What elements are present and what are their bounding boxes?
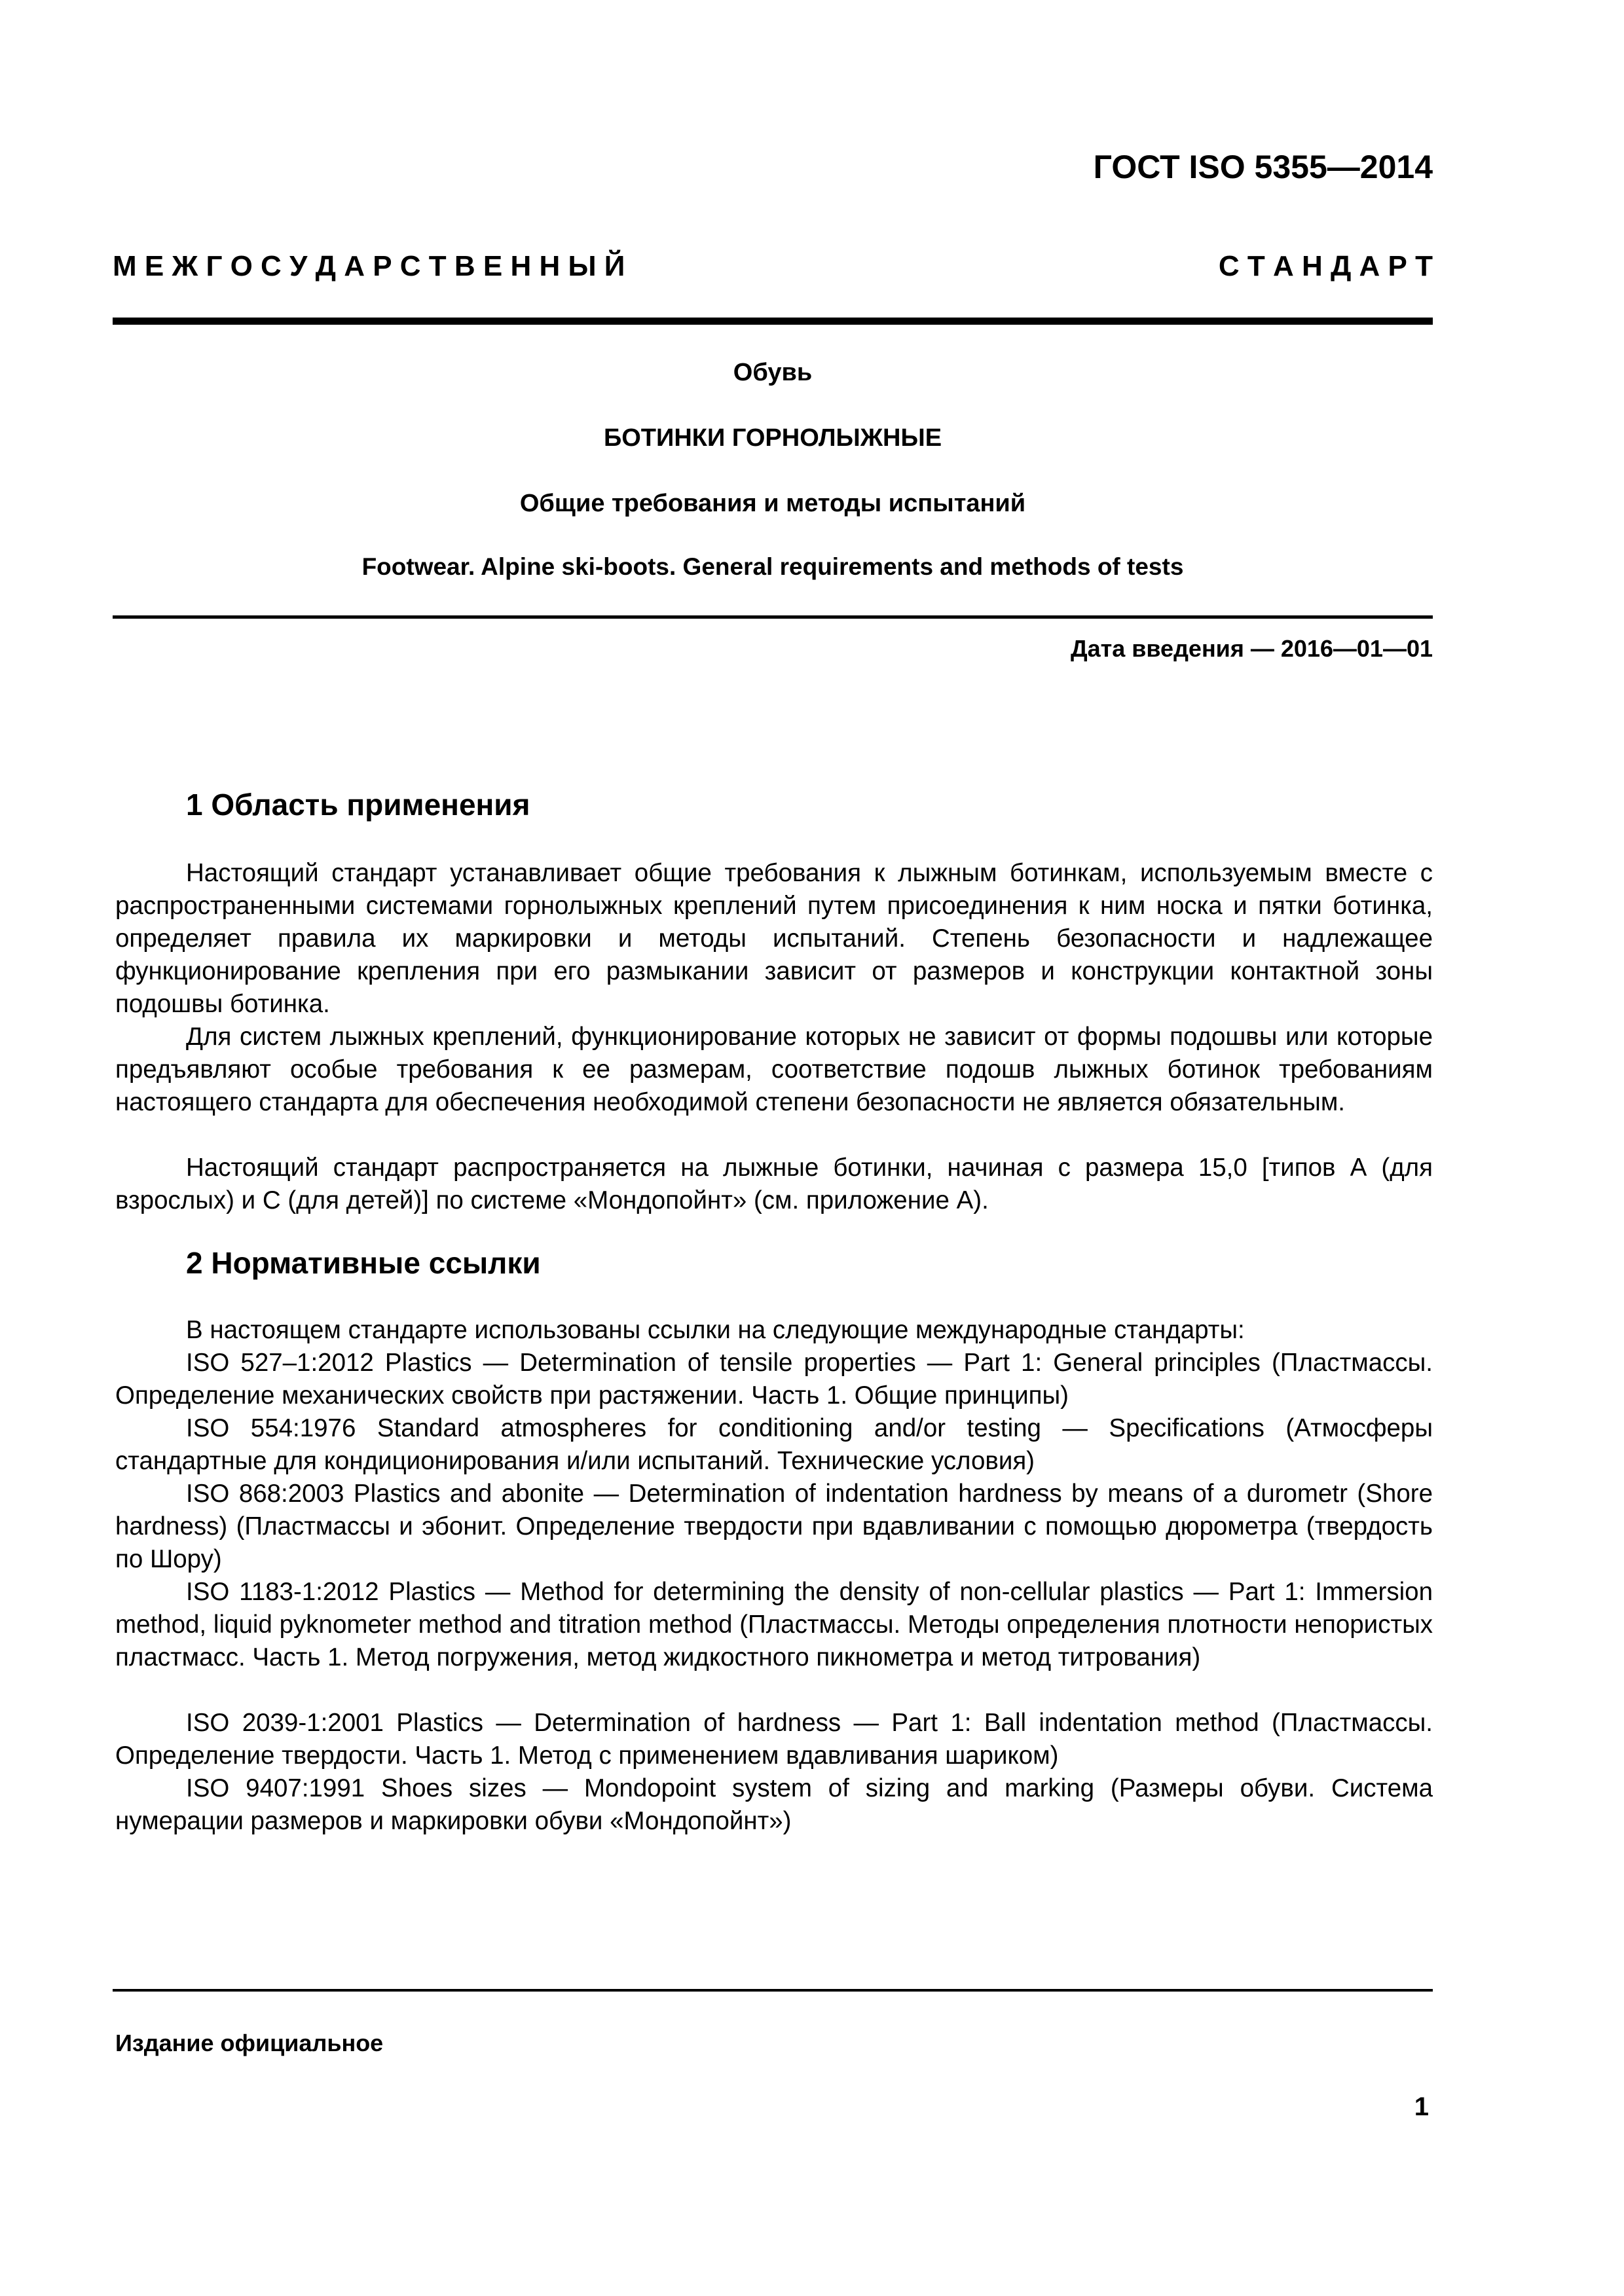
footer-divider xyxy=(113,1989,1433,1992)
paragraph: Для систем лыжных креплений, функционирование которых не зависит от формы подошвы или которые предъявляют особые требования к ее размерам, соответствие подошв лыжных ботинок требованиям настоящего стандарта для обеспечения необходимой степени безопасности не является обязательным. xyxy=(115,1023,1433,1116)
header-divider xyxy=(113,318,1433,325)
title-divider xyxy=(113,615,1433,619)
title-subtitle: Общие требования и методы испытаний xyxy=(519,490,1026,517)
banner-right-text: С Т А Н Д А Р Т xyxy=(1218,250,1433,282)
section-heading-scope: 1 Область применения xyxy=(186,788,530,822)
title-name: БОТИНКИ ГОРНОЛЫЖНЫЕ xyxy=(603,424,942,452)
standard-banner xyxy=(113,250,1433,283)
reference-item: ISO 868:2003 Plastics and abonite — Determination of indentation hardness by means of a durometr (Shore hardness) (Пластмассы и эбонит. Определение твердости при вдавливании с помощью дюрометра (твердость по Шору) xyxy=(115,1480,1433,1573)
paragraph: В настоящем стандарте использованы ссылки на следующие международные стандарты: xyxy=(186,1316,1245,1344)
paragraph: Настоящий стандарт устанавливает общие требования к лыжным ботинкам, используемым вместе с распространенными системами горнолыжных креплений путем присоединения к ним носка и пятки ботинка, определяет правила их маркировки и методы испытаний. Степень безопасности и надлежащее функционирование крепления при его размыкании зависит от размеров и конструкции контактной зоны подошвы ботинка. xyxy=(115,859,1433,1018)
reference-item: ISO 9407:1991 Shoes sizes — Mondopoint system of sizing and marking (Размеры обуви. Система нумерации размеров и маркировки обуви «Мондопойнт») xyxy=(115,1774,1433,1835)
page-number: 1 xyxy=(1414,2092,1429,2121)
introduction-date: Дата введения — 2016—01—01 xyxy=(1070,635,1433,662)
section-heading-references: 2 Нормативные ссылки xyxy=(186,1246,541,1280)
title-category: Обувь xyxy=(733,359,813,386)
reference-item: ISO 2039-1:2001 Plastics — Determination of hardness — Part 1: Ball indentation method (Пластмассы. Определение твердости. Часть 1. Метод с применением вдавливания шариком) xyxy=(115,1709,1433,1770)
reference-item: ISO 1183-1:2012 Plastics — Method for determining the density of non-cellular plastics — Part 1: Immersion method, liquid pyknometer method and titration method (Пластмассы. Методы определения плотности непористых пластмасс. Часть 1. Метод погружения, метод жидкостного пикнометра и метод титрования) xyxy=(115,1578,1433,1671)
title-english: Footwear. Alpine ski-boots. General requirements and methods of tests xyxy=(361,553,1184,580)
edition-label: Издание официальное xyxy=(115,2030,384,2056)
document-code: ГОСТ ISO 5355—2014 xyxy=(1093,149,1433,185)
paragraph: Настоящий стандарт распространяется на лыжные ботинки, начиная с размера 15,0 [типов А (для взрослых) и С (для детей)] по системе «Мондопойнт» (см. приложение А). xyxy=(115,1154,1433,1214)
reference-item: ISO 554:1976 Standard atmospheres for conditioning and/or testing — Specifications (Атмосферы стандартные для кондиционирования и/или испытаний. Технические условия) xyxy=(115,1414,1433,1475)
reference-item: ISO 527–1:2012 Plastics — Determination of tensile properties — Part 1: General principles (Пластмассы. Определение механических свойств при растяжении. Часть 1. Общие принципы) xyxy=(115,1349,1433,1410)
banner-left-text: М Е Ж Г О С У Д А Р С Т В Е Н Н Ы Й xyxy=(113,250,625,282)
